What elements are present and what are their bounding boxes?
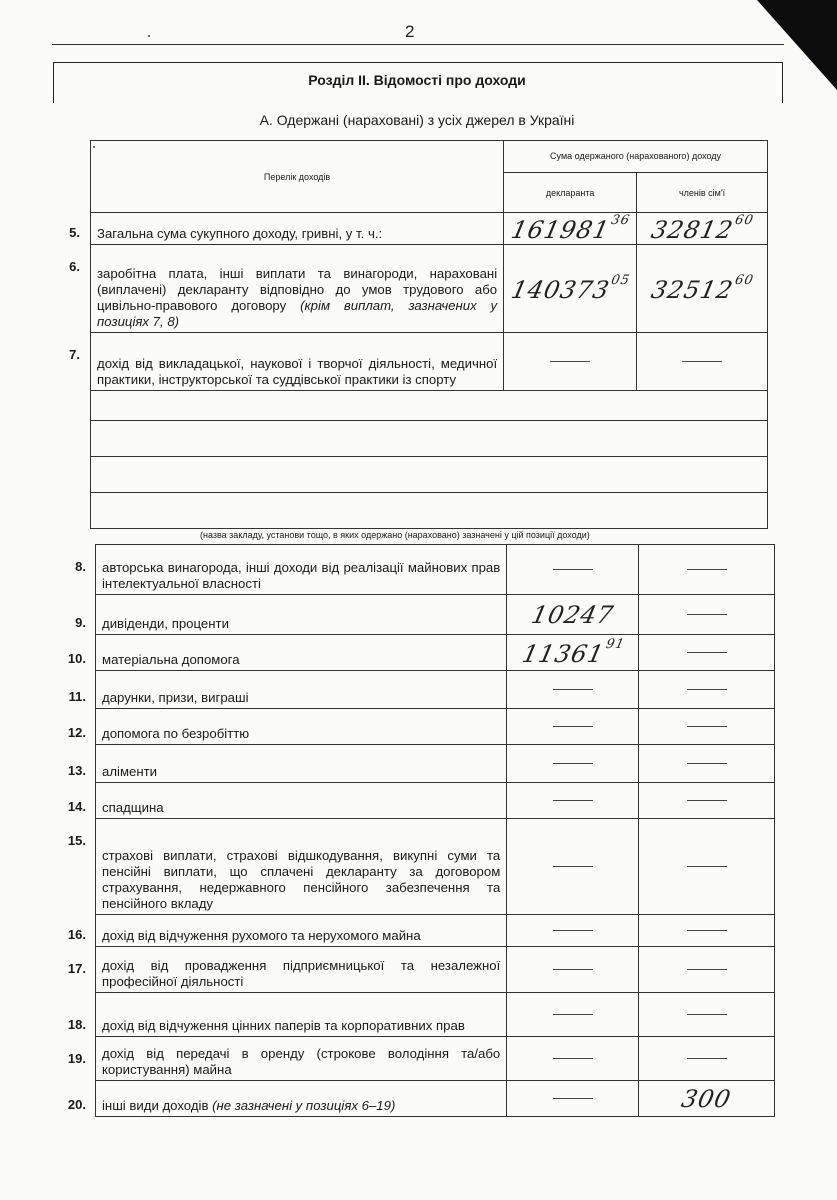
income-row [96,783,775,819]
row-number: 16. [67,926,86,942]
income-description: дохід від відчуження цінних паперів та корпоративних прав [96,993,507,1037]
declarant-amount [504,213,637,245]
row-number: 9. [75,614,86,630]
family-amount [637,213,768,245]
row-number: 5. [69,224,80,240]
family-amount [639,1081,775,1117]
declarant-amount [507,671,639,709]
income-row [96,671,775,709]
family-amount [639,745,775,783]
declarant-amount [507,1037,639,1081]
income-row [96,1081,775,1117]
empty-dash [687,866,727,867]
income-description: дохід від провадження підприємницької та незалежної професійної діяльності [96,947,507,993]
declarant-amount [507,1081,639,1117]
row-number: 6. [69,258,80,274]
income-description: дохід від передачі в оренду (строкове володіння та/або користування) майна [96,1037,507,1081]
empty-dash [553,1098,593,1099]
income-description: дохід від викладацької, наукової і творчої діяльності, медичної практики, інструкторської та суддівської практики із спорту [91,333,504,391]
family-amount [639,671,775,709]
family-amount [639,819,775,915]
family-amount [639,545,775,595]
income-row [91,333,768,391]
row-number: 7. [69,346,80,362]
empty-dash [687,614,727,615]
declarant-amount [507,819,639,915]
income-description: авторська винагорода, інші доходи від реалізації майнових прав інтелектуальної власності [96,545,507,595]
empty-dash [553,969,593,970]
declarant-amount [507,745,639,783]
kopecks: 36 [609,213,632,228]
income-table-bottom [95,544,775,1117]
empty-dash [553,689,593,690]
income-description: страхові виплати, страхові відшкодування, викупні суми та пенсійні виплати, що сплачені декларанту за договором страхування, недержавного пенсійного забезпечення та пенсійного вкладу [96,819,507,915]
declarant-amount [504,245,637,333]
empty-dash [682,361,722,362]
family-amount [639,635,775,671]
empty-dash [687,969,727,970]
row-note: (крім виплат, зазначених у позиціях 7, 8) [97,298,498,329]
declarant-amount [507,915,639,947]
section-title: Розділ ІІ. Відомості про доходи [308,72,526,88]
declarant-amount [507,993,639,1037]
family-header: членів сім'ї [637,173,768,213]
declarant-amount [507,947,639,993]
income-row [96,947,775,993]
top-rule [52,44,784,45]
row-number: 20. [67,1096,86,1112]
income-row [96,595,775,635]
declarant-amount [507,709,639,745]
row-number: 10. [67,650,86,666]
declarant-amount [507,783,639,819]
empty-dash [553,763,593,764]
row-note: (не зазначені у позиціях 6–19) [212,1098,396,1113]
family-amount [639,1037,775,1081]
empty-dash [553,726,593,727]
institution-caption: (назва закладу, установи тощо, в яких одержано (нараховано) зазначені у цій позиції доходи) [200,530,590,540]
handwritten-amount: 161981$^{36}$ [508,213,632,244]
handwritten-amount: 10247 [529,600,617,629]
blank-line [91,493,768,529]
income-description: заробітна плата, інші виплати та винагороди, нараховані (виплачені) декларанту відповідно до умов трудового або цивільно-правового договору (крім виплат, зазначених у позиціях 7, 8) [91,245,504,333]
income-row [96,745,775,783]
kopecks: 91 [604,637,626,652]
scan-speck [148,35,150,37]
declarant-header: декларанта [504,173,637,213]
income-row [96,635,775,671]
empty-dash [687,569,727,570]
empty-dash [687,652,727,653]
row-number: 14. [67,798,86,814]
row-number: 8. [75,558,86,574]
declarant-amount [504,333,637,391]
amount-header: Сума одержаного (нарахованого) доходу [504,141,768,173]
handwritten-amount: 140373$^{05}$ [508,273,632,304]
page-number: 2 [405,22,415,41]
income-row [96,545,775,595]
income-description: аліменти [96,745,507,783]
income-row [91,213,768,245]
declarant-amount [507,635,639,671]
income-description: інші види доходів (не зазначені у позиціях 6–19) [96,1081,507,1117]
family-amount [639,915,775,947]
income-description: дивіденди, проценти [96,595,507,635]
family-amount [637,333,768,391]
kopecks: 60 [733,273,756,288]
income-description: дохід від відчуження рухомого та нерухомого майна [96,915,507,947]
kopecks: 05 [609,273,632,288]
handwritten-amount: 32512$^{60}$ [648,273,756,304]
income-row [96,709,775,745]
blank-line [91,391,768,421]
family-amount [639,993,775,1037]
row-number: 12. [67,724,86,740]
blank-line [91,421,768,457]
handwritten-amount: 11361$^{91}$ [519,637,626,668]
row-number: 11. [68,688,86,704]
declarant-amount [507,595,639,635]
empty-dash [687,689,727,690]
list-header: Перелік доходів [91,141,504,213]
row-number: 13. [67,762,86,778]
income-row [96,915,775,947]
empty-dash [687,800,727,801]
empty-dash [553,1058,593,1059]
empty-dash [553,800,593,801]
income-row [96,819,775,915]
row-number: 19. [67,1050,86,1066]
family-amount [639,947,775,993]
empty-dash [553,569,593,570]
income-description: дарунки, призи, виграші [96,671,507,709]
handwritten-amount: 32812$^{60}$ [648,213,756,244]
empty-dash [687,1058,727,1059]
income-description: спадщина [96,783,507,819]
empty-dash [553,866,593,867]
family-amount [639,595,775,635]
family-amount [639,709,775,745]
income-table-top [90,140,768,529]
income-description: Загальна сума сукупного доходу, гривні, у т. ч.: [91,213,504,245]
family-amount [639,783,775,819]
income-description: допомога по безробіттю [96,709,507,745]
empty-dash [687,1014,727,1015]
empty-dash [550,361,590,362]
row-number: 18. [67,1016,86,1032]
empty-dash [687,726,727,727]
income-description: матеріальна допомога [96,635,507,671]
blank-line [91,457,768,493]
empty-dash [553,930,593,931]
family-amount [637,245,768,333]
subsection-title: А. Одержані (нараховані) з усіх джерел в Україні [259,112,575,128]
kopecks: 60 [733,213,756,228]
row-number: 17. [67,960,86,976]
declarant-amount [507,545,639,595]
income-row [96,1037,775,1081]
row-number: 15. [67,832,86,848]
empty-dash [553,1014,593,1015]
empty-dash [687,930,727,931]
handwritten-amount: 300 [679,1084,734,1113]
income-row [91,245,768,333]
income-row [96,993,775,1037]
empty-dash [687,763,727,764]
